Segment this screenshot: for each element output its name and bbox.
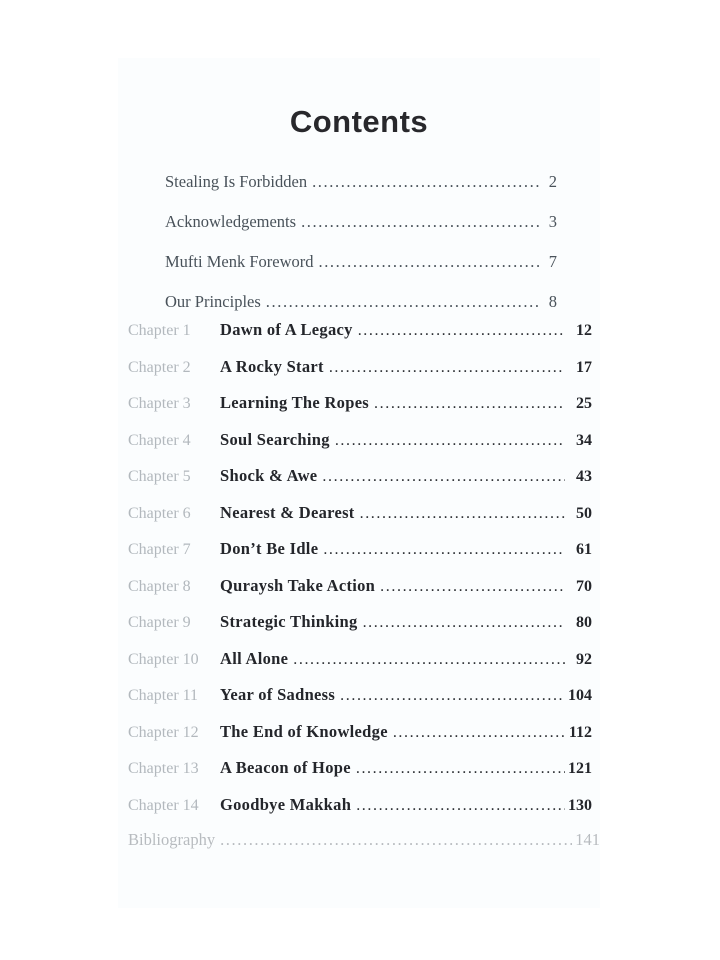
front-matter-title: Mufti Menk Foreword — [165, 252, 314, 271]
front-matter-list — [165, 162, 557, 322]
front-matter-title: Acknowledgements — [165, 212, 297, 231]
toc-chapter-row — [128, 385, 592, 422]
dot-leader — [356, 751, 565, 788]
chapter-page-number: 61 — [576, 541, 592, 558]
dot-leader — [293, 642, 565, 679]
chapter-label: Chapter 3 — [128, 395, 191, 412]
chapter-title: Dawn of A Legacy — [220, 320, 353, 339]
front-matter-page-number: 8 — [548, 292, 557, 311]
chapter-label: Chapter 7 — [128, 541, 191, 558]
toc-chapter-row — [128, 422, 592, 459]
toc-front-matter-row — [165, 242, 557, 282]
toc-chapter-row — [128, 750, 592, 787]
chapter-label: Chapter 8 — [128, 577, 191, 595]
toc-chapter-row — [128, 604, 592, 641]
chapter-title: Year of Sadness — [220, 685, 336, 704]
chapter-title: Soul Searching — [220, 429, 330, 449]
chapter-title: A Rocky Start — [220, 356, 324, 376]
chapter-label: Chapter 1 — [128, 322, 191, 339]
chapter-label: Chapter 14 — [128, 796, 199, 814]
chapter-page-number: 70 — [576, 577, 592, 595]
dot-leader — [322, 459, 565, 496]
chapter-page-number: 50 — [576, 504, 592, 522]
dot-leader — [380, 569, 565, 606]
toc-chapter-row — [128, 495, 592, 532]
toc-chapter-row — [128, 531, 592, 568]
chapter-page-number: 25 — [576, 395, 592, 412]
front-matter-title: Our Principles — [165, 292, 261, 311]
chapter-title: Strategic Thinking — [220, 612, 358, 631]
chapter-list — [128, 312, 592, 823]
chapter-label: Chapter 11 — [128, 687, 199, 704]
toc-chapter-row — [128, 568, 592, 605]
dot-leader — [301, 202, 540, 242]
toc-front-matter-row — [165, 202, 557, 242]
chapter-label: Chapter 4 — [128, 431, 191, 449]
toc-chapter-row — [128, 677, 592, 714]
dot-leader — [329, 350, 565, 387]
toc-front-matter-row — [165, 162, 557, 202]
chapter-page-number: 112 — [568, 723, 592, 741]
bibliography-page-number: 141 — [575, 830, 600, 849]
dot-leader — [360, 496, 565, 533]
chapter-page-number: 104 — [568, 687, 592, 704]
bibliography-title: Bibliography — [128, 830, 216, 849]
toc-bibliography-row — [128, 822, 600, 859]
chapter-title: Goodbye Makkah — [220, 794, 352, 814]
chapter-label: Chapter 5 — [128, 468, 191, 485]
front-matter-page-number: 2 — [548, 172, 557, 191]
chapter-page-number: 17 — [576, 358, 592, 376]
chapter-title: Don’t Be Idle — [220, 539, 319, 558]
toc-chapter-row — [128, 458, 592, 495]
dot-leader — [318, 242, 540, 282]
chapter-title: Shock & Awe — [220, 466, 318, 485]
chapter-page-number: 121 — [568, 760, 592, 777]
dot-leader — [363, 605, 565, 642]
chapter-label: Chapter 10 — [128, 650, 199, 668]
chapter-title: Quraysh Take Action — [220, 575, 376, 595]
dot-leader — [312, 162, 540, 202]
chapter-label: Chapter 12 — [128, 723, 199, 741]
page-title: Contents — [289, 104, 429, 139]
dot-leader — [340, 678, 565, 715]
toc-chapter-row — [128, 349, 592, 386]
front-matter-title: Stealing Is Forbidden — [165, 172, 308, 191]
chapter-page-number: 34 — [576, 431, 592, 449]
toc-chapter-row — [128, 787, 592, 824]
chapter-label: Chapter 13 — [128, 760, 199, 777]
front-matter-page-number: 3 — [548, 212, 557, 231]
chapter-title: Learning The Ropes — [220, 393, 370, 412]
chapter-page-number: 130 — [568, 796, 592, 814]
toc-chapter-row — [128, 641, 592, 678]
chapter-page-number: 80 — [576, 614, 592, 631]
chapter-title: Nearest & Dearest — [220, 502, 355, 522]
chapter-title: The End of Knowledge — [220, 721, 388, 741]
dot-leader — [358, 313, 565, 350]
chapter-title: A Beacon of Hope — [220, 758, 351, 777]
dot-leader — [220, 822, 572, 859]
dot-leader — [323, 532, 565, 569]
dot-leader — [374, 386, 565, 423]
dot-leader — [356, 788, 565, 825]
chapter-label: Chapter 6 — [128, 504, 191, 522]
toc-chapter-row — [128, 714, 592, 751]
toc-chapter-row — [128, 312, 592, 349]
chapter-page-number: 92 — [576, 650, 592, 668]
front-matter-page-number: 7 — [548, 252, 557, 271]
chapter-page-number: 12 — [576, 322, 592, 339]
chapter-label: Chapter 2 — [128, 358, 191, 376]
dot-leader — [393, 715, 565, 752]
chapter-page-number: 43 — [576, 468, 592, 485]
chapter-label: Chapter 9 — [128, 614, 191, 631]
dot-leader — [335, 423, 565, 460]
chapter-title: All Alone — [220, 648, 289, 668]
